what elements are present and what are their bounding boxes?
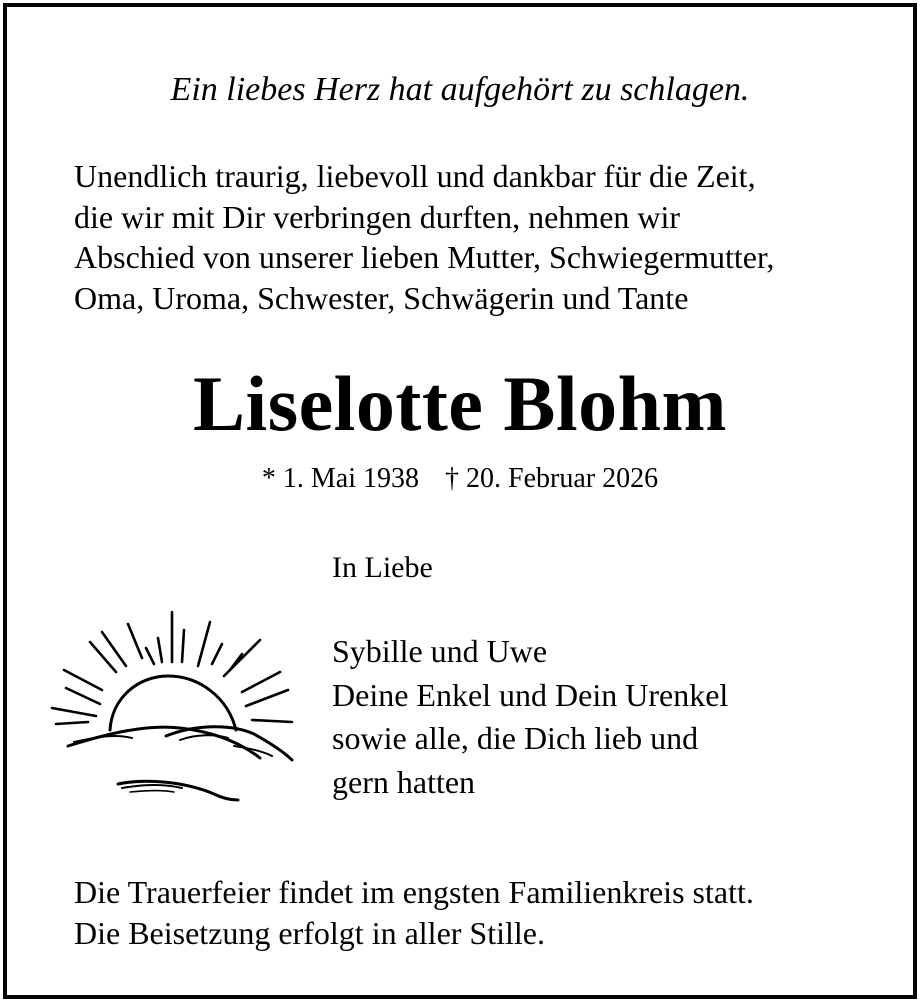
in-love-label: In Liebe [332,551,433,584]
mourner-line: gern hatten [332,763,476,800]
deceased-name: Liselotte Blohm [193,360,727,447]
mourner-line: sowie alle, die Dich lieb und [332,720,699,756]
birth-date: * 1. Mai 1938 [261,463,420,494]
sunset-over-hills-icon [46,606,298,804]
closing-text [74,872,754,954]
intro-line: die wir mit Dir verbringen durften, nehmen wir [74,198,681,235]
mourner-line: Deine Enkel und Dein Urenkel [332,676,729,713]
intro-line: Abschied von unserer lieben Mutter, Schwiegermutter, [74,239,775,275]
death-date: † 20. Februar 2026 [445,463,659,494]
life-dates [0,461,920,497]
intro-line: Oma, Uroma, Schwester, Schwägerin und Tante [74,279,689,316]
mourner-line: Sybille und Uwe [332,633,548,669]
closing-line: Die Trauerfeier findet im engsten Familienkreis statt. [74,874,754,910]
obituary-frame [3,3,917,999]
intro-line: Unendlich traurig, liebevoll und dankbar für die Zeit, [74,158,756,194]
motto: Ein liebes Herz hat aufgehört zu schlagen. [170,71,750,108]
mourners-list [332,630,728,804]
intro-text [74,156,774,318]
closing-line: Die Beisetzung erfolgt in aller Stille. [74,915,545,951]
